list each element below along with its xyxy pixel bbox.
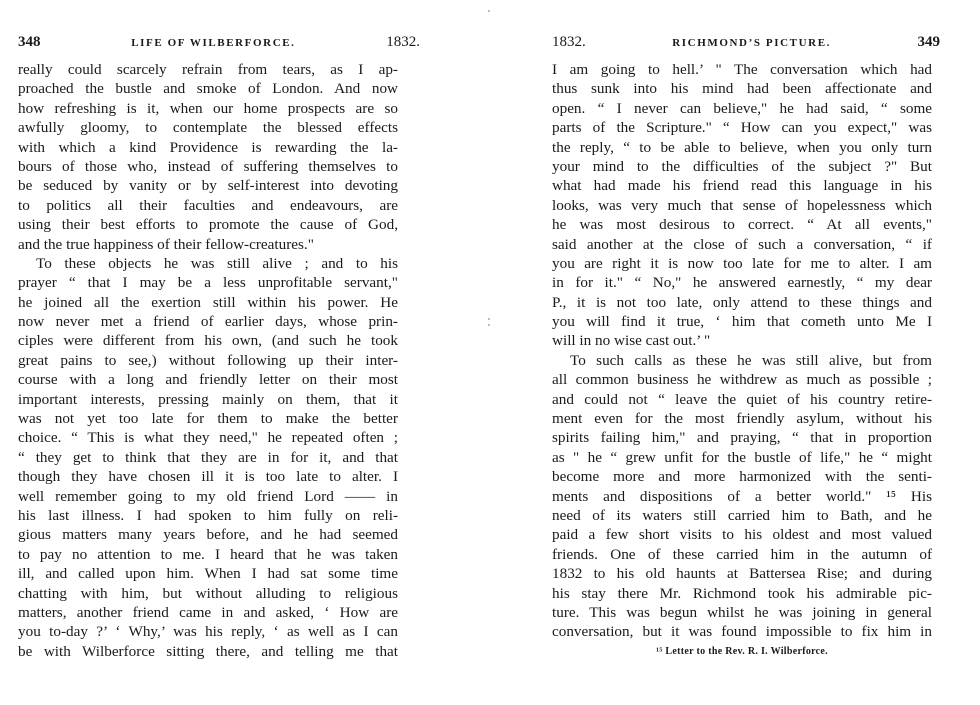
body-line: parts of the Scripture." “ How can you expect," was — [552, 119, 932, 137]
body-line: friends. One of these carried him in the autumn of — [552, 545, 932, 563]
body-line: said another at the close of such a conversation, “ if — [552, 235, 932, 253]
body-line: with which a kind Providence is rewarding the la- — [18, 138, 398, 156]
body-line: proached the bustle and smoke of London. And now — [18, 80, 398, 98]
body-line: to politics all their faculties and endeavours, are — [18, 196, 398, 214]
body-line: ciples were different from his own, (and such he took — [18, 332, 398, 350]
body-line: gious matters many years before, and he had seemed — [18, 526, 398, 544]
right-running-head — [552, 34, 940, 54]
body-line: how refreshing is it, when our home prospects are so — [18, 99, 398, 117]
body-line: great pains to see,) without following up their inter- — [18, 351, 398, 369]
body-line: awfully gloomy, to contemplate the blessed effects — [18, 119, 398, 137]
body-line: conversation, but it was found impossible to fix him in — [552, 623, 932, 641]
body-line: matters, another friend came in and asked, ‘ How are — [18, 603, 398, 621]
right-running-year: 1832. — [552, 34, 586, 50]
body-line: all common business he withdrew as much as possible ; — [552, 371, 932, 389]
body-line: you will find it true, ‘ him that cometh unto Me I — [552, 313, 932, 331]
body-line: important interests, pressing mainly on them, that it — [18, 390, 398, 408]
body-line: really could scarcely refrain from tears, as I ap- — [18, 61, 398, 78]
right-body-text — [552, 60, 932, 642]
body-line: to pay no attention to me. I heard that he was taken — [18, 545, 398, 563]
body-line: be seduced by vanity or by self-interest into devoting — [18, 177, 398, 195]
body-line: become more and more harmonized with the senti- — [552, 468, 932, 486]
body-line: he was most desirous to correct. “ At all events," — [552, 216, 932, 234]
left-body-text — [18, 60, 398, 661]
body-line: be with Wilberforce sitting there, and telling me that — [18, 642, 398, 660]
body-line: To these objects he was still alive ; and to his — [36, 254, 398, 272]
left-running-head — [18, 34, 420, 54]
body-line: bours of those who, instead of suffering themselves to — [18, 157, 398, 175]
body-line: course with a long and friendly letter on their most — [18, 371, 398, 389]
left-running-year: 1832. — [386, 34, 420, 50]
body-line: need of its waters still carried him to Bath, and he — [552, 506, 932, 524]
body-line: in for it." “ No," he answered earnestly, “ my dear — [552, 274, 932, 292]
left-running-title: LIFE OF WILBERFORCE. — [131, 37, 296, 49]
body-line: and could not “ leave the quiet of his country retire- — [552, 390, 932, 408]
body-line: choice. “ This is what they need," he repeated often ; — [18, 429, 398, 447]
left-page-number: 348 — [18, 34, 41, 50]
body-line: and the true happiness of their fellow-creatures." — [18, 235, 314, 253]
body-line: To such calls as these he was still alive, but from — [570, 351, 932, 369]
body-line: spirits failing him," and praying, “ that in proportion — [552, 429, 932, 447]
body-line: well remember going to my old friend Lord —— in — [18, 487, 398, 505]
body-line: chatting with him, but without alluding to religious — [18, 584, 398, 602]
body-line: ments and dispositions of a better world." ¹⁵ His — [552, 487, 932, 505]
body-line: you are right it is now too late for me to alter. I am — [552, 254, 932, 272]
body-line: as " he “ grew unfit for the bustle of life," he “ might — [552, 448, 932, 466]
body-line: using their best efforts to promote the cause of God, — [18, 216, 398, 234]
body-line: the reply, “ to be able to believe, when you only turn — [552, 138, 932, 156]
body-line: open. “ I never can believe," he had said, “ some — [552, 99, 932, 117]
body-line: now never met a friend of earlier days, whose prin- — [18, 313, 398, 331]
body-line: thus sunk into his mind had been affectionate and — [552, 80, 932, 98]
body-line: though they have chosen ill it is too late to alter. I — [18, 468, 398, 486]
footnote: ¹⁵ Letter to the Rev. R. I. Wilberforce. — [656, 646, 828, 657]
body-line: will in no wise cast out.’ " — [552, 332, 711, 350]
body-line: P., it is not too late, only attend to these things and — [552, 293, 932, 311]
body-line: your mind to the difficulties of the subject ?" But — [552, 157, 932, 175]
body-line: paid a few short visits to his oldest and most valued — [552, 526, 932, 544]
body-line: ture. This was begun whilst he was joining in general — [552, 603, 932, 621]
body-line: ill, and called upon him. When I had sat some time — [18, 565, 398, 583]
body-line: 1832 to his old haunts at Battersea Rise; and during — [552, 565, 932, 583]
body-line: looks, was very much that sense of hopelessness which — [552, 196, 932, 214]
body-line: I am going to hell.’ " The conversation which had — [552, 61, 932, 78]
body-line: he joined all the exertion still within his power. He — [18, 293, 398, 311]
body-line: his stay there Mr. Richmond took his admirable pic- — [552, 584, 932, 602]
body-line: his last illness. I had spoken to him fully on reli- — [18, 506, 398, 524]
body-line: prayer “ that I may be a less unprofitable servant," — [18, 274, 398, 292]
body-line: what had made his friend read this language in his — [552, 177, 932, 195]
right-running-title: RICHMOND’S PICTURE. — [672, 37, 831, 49]
body-line: ment even for the most friendly asylum, without his — [552, 410, 932, 428]
page-gutter — [489, 0, 490, 705]
right-page-number: 349 — [917, 34, 940, 50]
body-line: you to-day ?’ ‘ Why,’ was his reply, ‘ as well as I can — [18, 623, 398, 641]
body-line: was not yet too late for them to make the better — [18, 410, 398, 428]
body-line: “ they get to think that they are in for it, and that — [18, 448, 398, 466]
